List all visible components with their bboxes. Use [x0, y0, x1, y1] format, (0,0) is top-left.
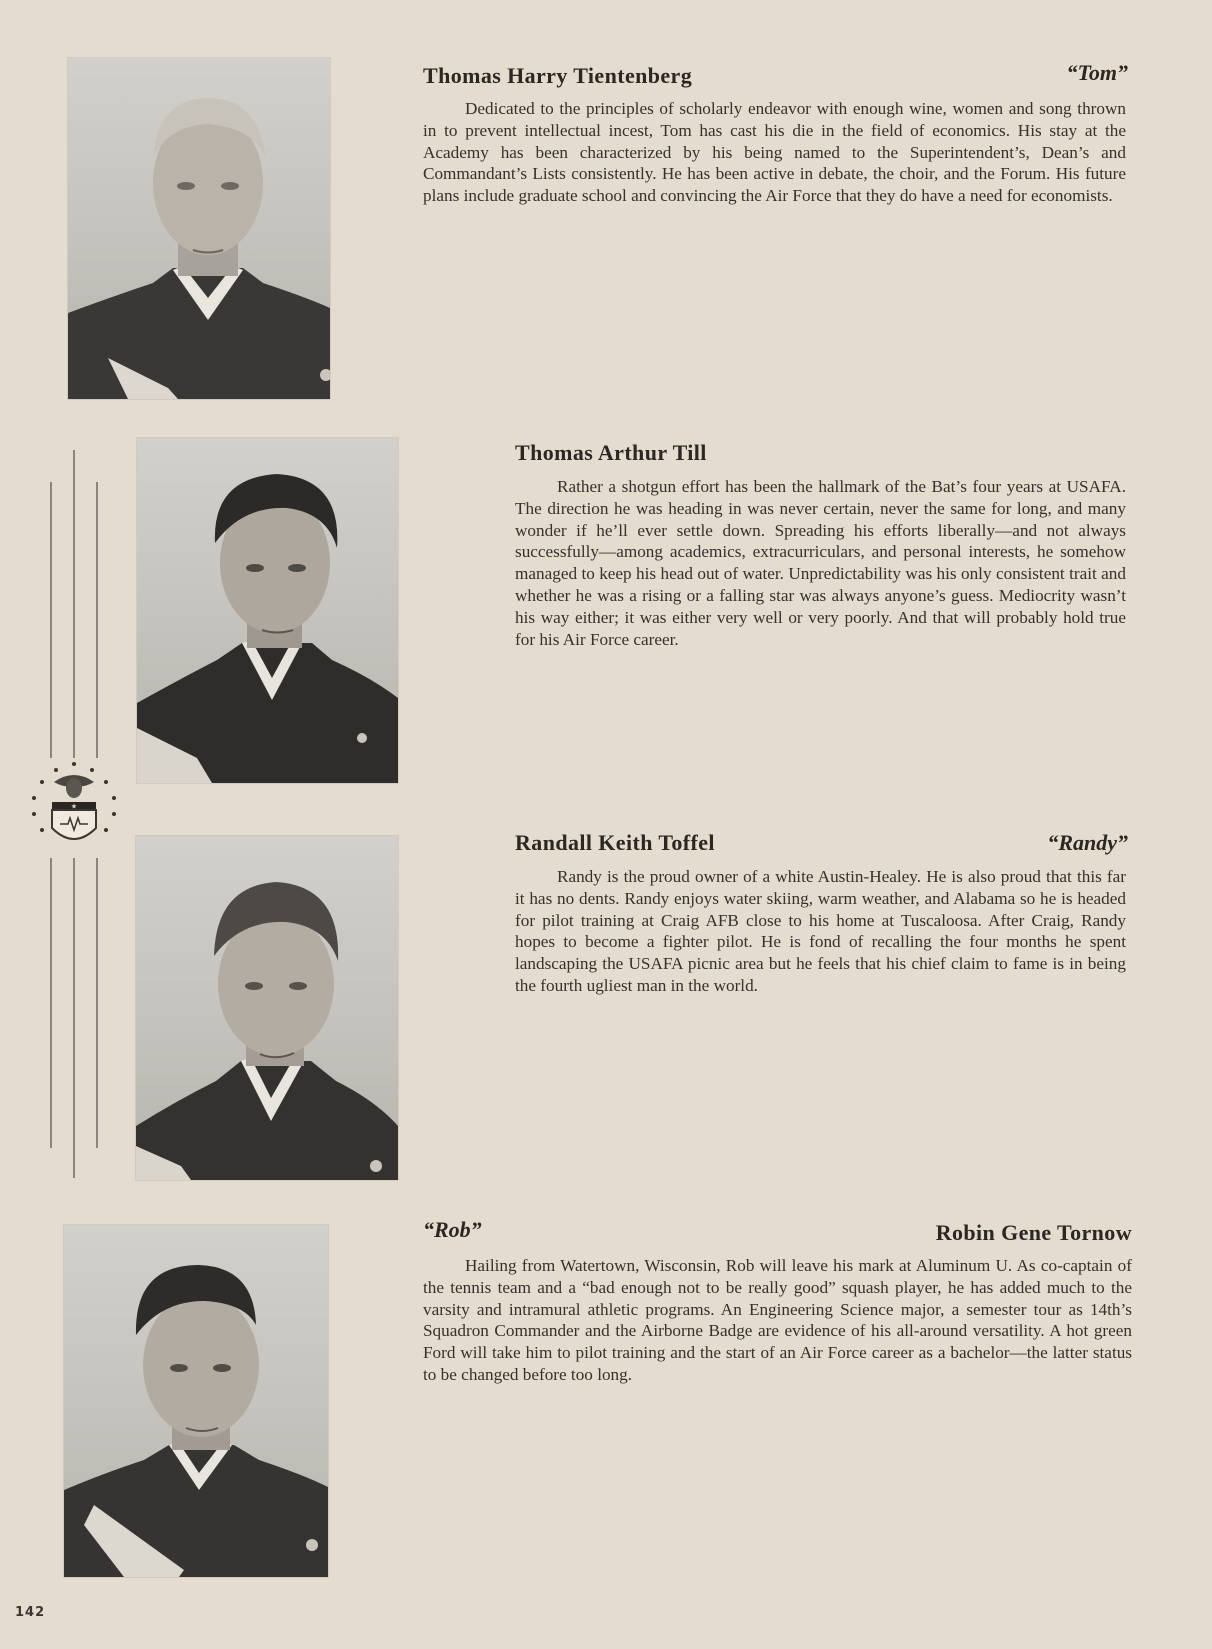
- portrait-photo-tientenberg: [68, 58, 330, 399]
- svg-text:★: ★: [70, 802, 78, 811]
- cadet-name: Thomas Harry Tientenberg: [423, 63, 693, 88]
- cadet-name: Randall Keith Toffel: [515, 830, 715, 855]
- cadet-bio: Dedicated to the principles of scholarly endeavor with enough wine, women and song thrown in to prevent intellectual incest, Tom has cast his die in the field of economics. His stay at the Academy has been characterized by his being named to the Superintendent’s, Dean’s and Commandant’s Lists consistently. He has been active in debate, the choir, and the Forum. His future plans include graduate school and convincing the Air Force that they do have a need for economists.: [423, 99, 1126, 206]
- cadet-name: Thomas Arthur Till: [515, 440, 707, 465]
- cadet-bio: Randy is the proud owner of a white Austin-Healey. He is also proud that this far it has no dents. Randy enjoys water skiing, warm weather, and Alabama so he is headed for pilot training at Craig AFB close to his home at Tuscaloosa. After Craig, Randy hopes to become a fighter pilot. He is fond of recalling the four months he spent landscaping the USAFA picnic area but he feels that his chief claim to fame is in being the fourth ugliest man in the world.: [515, 867, 1126, 995]
- cadet-nickname: “Rob”: [423, 1217, 482, 1242]
- page-number: 142: [15, 1605, 46, 1620]
- cadet-nickname: “Tom”: [1066, 60, 1128, 85]
- cadet-bio: Hailing from Watertown, Wisconsin, Rob will leave his mark at Aluminum U. As co-captain of the tennis team and a “bad enough not to be really good” squash player, he has added much to the varsity and intramural athletic programs. An Engineering Science major, a semester tour as 14th’s Squadron Commander and the Airborne Badge are evidence of his all-around versatility. A hot green Ford will take him to pilot training and the start of an Air Force career as a bachelor—the latter status to be changed before too long.: [423, 1256, 1132, 1384]
- portrait-photo-till: [137, 438, 398, 783]
- portrait-photo-toffel: [136, 836, 398, 1180]
- cadet-name: Robin Gene Tornow: [935, 1220, 1132, 1245]
- crest-emblem-icon: [26, 758, 122, 858]
- cadet-bio: Rather a shotgun effort has been the hallmark of the Bat’s four years at USAFA. The direction he was heading in was never certain, never the same for long, and many wonder if he’ll ever settle down. Spreading his efforts liberally—and not always successfully—among academics, extracurriculars, and personal interests, he somehow managed to keep his head out of water. Unpredictability was his only consistent trait and whether he was a rising or a falling star was always anyone’s guess. Mediocrity wasn’t his way either; it was either very well or very poorly. And that will probably hold true for his Air Force career.: [515, 477, 1126, 649]
- cadet-nickname: “Randy”: [1047, 830, 1128, 855]
- portrait-photo-tornow: [64, 1225, 328, 1577]
